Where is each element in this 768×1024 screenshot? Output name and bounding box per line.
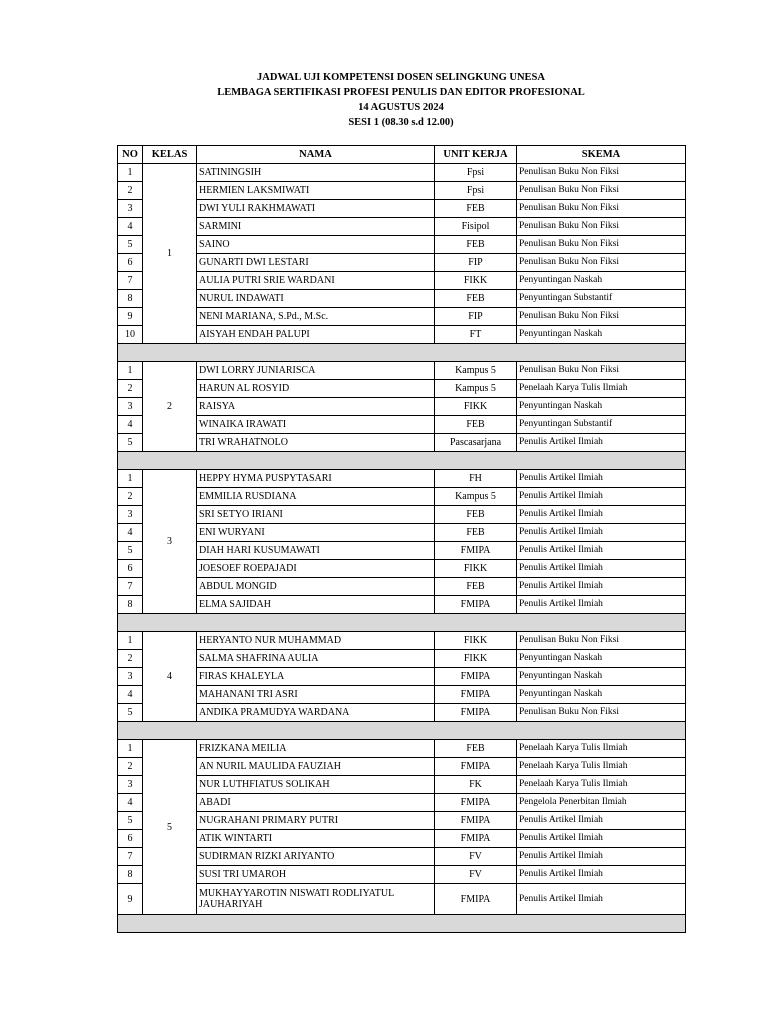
cell-skema: Penulis Artikel Ilmiah — [517, 578, 686, 596]
cell-unit-kerja: FV — [435, 848, 517, 866]
cell-no: 6 — [118, 830, 143, 848]
cell-kelas: 4 — [143, 632, 197, 722]
cell-nama: SALMA SHAFRINA AULIA — [197, 650, 435, 668]
separator-cell — [118, 614, 686, 632]
group-separator-row — [118, 915, 686, 933]
cell-skema: Penyuntingan Naskah — [517, 686, 686, 704]
cell-skema: Penulis Artikel Ilmiah — [517, 542, 686, 560]
cell-unit-kerja: FEB — [435, 578, 517, 596]
group-separator-row — [118, 452, 686, 470]
table-row — [118, 884, 686, 915]
table-row — [118, 794, 686, 812]
cell-unit-kerja: FIP — [435, 308, 517, 326]
cell-unit-kerja: FEB — [435, 236, 517, 254]
cell-unit-kerja: FMIPA — [435, 884, 517, 915]
cell-nama: DWI YULI RAKHMAWATI — [197, 200, 435, 218]
cell-unit-kerja: FMIPA — [435, 812, 517, 830]
table-row — [118, 668, 686, 686]
cell-nama: NUGRAHANI PRIMARY PUTRI — [197, 812, 435, 830]
group-separator-row — [118, 722, 686, 740]
cell-no: 2 — [118, 650, 143, 668]
separator-cell — [118, 915, 686, 933]
doc-session: SESI 1 (08.30 s.d 12.00) — [348, 117, 454, 128]
cell-nama: ANDIKA PRAMUDYA WARDANA — [197, 704, 435, 722]
cell-skema: Penulis Artikel Ilmiah — [517, 560, 686, 578]
cell-nama: ABDUL MONGID — [197, 578, 435, 596]
cell-no: 8 — [118, 596, 143, 614]
cell-nama: SAINO — [197, 236, 435, 254]
cell-no: 3 — [118, 506, 143, 524]
cell-skema: Penulis Artikel Ilmiah — [517, 470, 686, 488]
cell-unit-kerja: FIP — [435, 254, 517, 272]
cell-unit-kerja: FMIPA — [435, 830, 517, 848]
cell-nama: EMMILIA RUSDIANA — [197, 488, 435, 506]
table-row — [118, 326, 686, 344]
cell-skema: Penulisan Buku Non Fiksi — [517, 218, 686, 236]
table-row — [118, 632, 686, 650]
document-header — [0, 70, 768, 130]
table-row — [118, 650, 686, 668]
table-row — [118, 470, 686, 488]
group-separator-row — [118, 344, 686, 362]
cell-no: 4 — [118, 416, 143, 434]
cell-nama: NENI MARIANA, S.Pd., M.Sc. — [197, 308, 435, 326]
cell-nama: GUNARTI DWI LESTARI — [197, 254, 435, 272]
table-row — [118, 362, 686, 380]
cell-no: 3 — [118, 776, 143, 794]
cell-no: 5 — [118, 236, 143, 254]
cell-no: 1 — [118, 362, 143, 380]
cell-no: 6 — [118, 254, 143, 272]
cell-no: 4 — [118, 794, 143, 812]
cell-nama: ELMA SAJIDAH — [197, 596, 435, 614]
cell-skema: Penulis Artikel Ilmiah — [517, 488, 686, 506]
cell-skema: Penyuntingan Naskah — [517, 398, 686, 416]
cell-nama: RAISYA — [197, 398, 435, 416]
cell-no: 4 — [118, 686, 143, 704]
cell-no: 5 — [118, 704, 143, 722]
cell-skema: Penulisan Buku Non Fiksi — [517, 632, 686, 650]
cell-no: 6 — [118, 560, 143, 578]
table-row — [118, 812, 686, 830]
cell-skema: Penulisan Buku Non Fiksi — [517, 308, 686, 326]
cell-no: 8 — [118, 866, 143, 884]
cell-nama: AN NURIL MAULIDA FAUZIAH — [197, 758, 435, 776]
table-row — [118, 506, 686, 524]
cell-unit-kerja: FIKK — [435, 650, 517, 668]
doc-date: 14 AGUSTUS 2024 — [358, 102, 444, 113]
cell-skema: Pengelola Penerbitan Ilmiah — [517, 794, 686, 812]
doc-subtitle: LEMBAGA SERTIFIKASI PROFESI PENULIS DAN EDITOR PROFESIONAL — [217, 87, 585, 98]
table-row — [118, 164, 686, 182]
cell-unit-kerja: Fpsi — [435, 164, 517, 182]
cell-nama: JOESOEF ROEPAJADI — [197, 560, 435, 578]
cell-nama: FRIZKANA MEILIA — [197, 740, 435, 758]
group-separator-row — [118, 614, 686, 632]
table-row — [118, 218, 686, 236]
cell-nama: MUKHAYYAROTIN NISWATI RODLIYATUL JAUHARIYAH — [197, 884, 435, 915]
cell-unit-kerja: FV — [435, 866, 517, 884]
cell-no: 2 — [118, 488, 143, 506]
cell-skema: Penulis Artikel Ilmiah — [517, 434, 686, 452]
cell-nama: HEPPY HYMA PUSPYTASARI — [197, 470, 435, 488]
cell-nama: MAHANANI TRI ASRI — [197, 686, 435, 704]
cell-no: 3 — [118, 398, 143, 416]
table-row — [118, 740, 686, 758]
cell-nama: ENI WURYANI — [197, 524, 435, 542]
cell-unit-kerja: FT — [435, 326, 517, 344]
cell-unit-kerja: Fisipol — [435, 218, 517, 236]
cell-unit-kerja: FMIPA — [435, 542, 517, 560]
cell-nama: WINAIKA IRAWATI — [197, 416, 435, 434]
cell-skema: Penyuntingan Naskah — [517, 650, 686, 668]
cell-skema: Penyuntingan Substantif — [517, 290, 686, 308]
cell-skema: Penulis Artikel Ilmiah — [517, 848, 686, 866]
cell-unit-kerja: FIKK — [435, 272, 517, 290]
table-row — [118, 578, 686, 596]
cell-unit-kerja: FMIPA — [435, 686, 517, 704]
cell-nama: SUDIRMAN RIZKI ARIYANTO — [197, 848, 435, 866]
cell-kelas: 1 — [143, 164, 197, 344]
cell-nama: ABADI — [197, 794, 435, 812]
table-row — [118, 866, 686, 884]
cell-no: 3 — [118, 200, 143, 218]
table-row — [118, 182, 686, 200]
cell-unit-kerja: FEB — [435, 524, 517, 542]
cell-unit-kerja: FEB — [435, 740, 517, 758]
table-row — [118, 380, 686, 398]
cell-unit-kerja: Kampus 5 — [435, 380, 517, 398]
col-header-no: NO — [118, 146, 143, 164]
cell-unit-kerja: FMIPA — [435, 668, 517, 686]
table-row — [118, 596, 686, 614]
cell-unit-kerja: FEB — [435, 506, 517, 524]
cell-unit-kerja: Kampus 5 — [435, 488, 517, 506]
cell-nama: DIAH HARI KUSUMAWATI — [197, 542, 435, 560]
cell-no: 5 — [118, 542, 143, 560]
cell-no: 5 — [118, 812, 143, 830]
cell-skema: Penyuntingan Naskah — [517, 326, 686, 344]
cell-no: 1 — [118, 164, 143, 182]
cell-skema: Penelaah Karya Tulis Ilmiah — [517, 740, 686, 758]
table-row — [118, 758, 686, 776]
table-row — [118, 524, 686, 542]
cell-nama: NURUL INDAWATI — [197, 290, 435, 308]
cell-no: 1 — [118, 470, 143, 488]
cell-no: 2 — [118, 380, 143, 398]
cell-nama: HERMIEN LAKSMIWATI — [197, 182, 435, 200]
cell-no: 7 — [118, 578, 143, 596]
cell-skema: Penyuntingan Naskah — [517, 668, 686, 686]
table-row — [118, 254, 686, 272]
cell-nama: FIRAS KHALEYLA — [197, 668, 435, 686]
cell-nama: HARUN AL ROSYID — [197, 380, 435, 398]
table-row — [118, 290, 686, 308]
cell-skema: Penulis Artikel Ilmiah — [517, 506, 686, 524]
cell-nama: SATININGSIH — [197, 164, 435, 182]
cell-no: 3 — [118, 668, 143, 686]
cell-unit-kerja: FIKK — [435, 560, 517, 578]
cell-skema: Penulis Artikel Ilmiah — [517, 866, 686, 884]
cell-no: 1 — [118, 740, 143, 758]
cell-no: 1 — [118, 632, 143, 650]
cell-skema: Penelaah Karya Tulis Ilmiah — [517, 776, 686, 794]
cell-unit-kerja: FEB — [435, 290, 517, 308]
cell-kelas: 5 — [143, 740, 197, 915]
cell-skema: Penulis Artikel Ilmiah — [517, 524, 686, 542]
cell-no: 9 — [118, 884, 143, 915]
cell-kelas: 2 — [143, 362, 197, 452]
table-row — [118, 848, 686, 866]
cell-unit-kerja: FK — [435, 776, 517, 794]
table-row — [118, 830, 686, 848]
cell-unit-kerja: Fpsi — [435, 182, 517, 200]
table-row — [118, 686, 686, 704]
cell-skema: Penyuntingan Naskah — [517, 272, 686, 290]
table-row — [118, 488, 686, 506]
col-header-unit: UNIT KERJA — [435, 146, 517, 164]
cell-skema: Penulis Artikel Ilmiah — [517, 812, 686, 830]
cell-skema: Penyuntingan Substantif — [517, 416, 686, 434]
col-header-kelas: KELAS — [143, 146, 197, 164]
table-row — [118, 704, 686, 722]
cell-nama: HERYANTO NUR MUHAMMAD — [197, 632, 435, 650]
table-row — [118, 272, 686, 290]
cell-no: 8 — [118, 290, 143, 308]
cell-no: 7 — [118, 848, 143, 866]
cell-skema: Penulisan Buku Non Fiksi — [517, 254, 686, 272]
separator-cell — [118, 344, 686, 362]
cell-skema: Penulis Artikel Ilmiah — [517, 830, 686, 848]
cell-no: 2 — [118, 758, 143, 776]
cell-unit-kerja: FIKK — [435, 632, 517, 650]
cell-unit-kerja: Kampus 5 — [435, 362, 517, 380]
cell-skema: Penulisan Buku Non Fiksi — [517, 164, 686, 182]
schedule-table — [117, 145, 686, 933]
col-header-skema: SKEMA — [517, 146, 686, 164]
cell-nama: NUR LUTHFIATUS SOLIKAH — [197, 776, 435, 794]
cell-nama: TRI WRAHATNOLO — [197, 434, 435, 452]
cell-skema: Penulisan Buku Non Fiksi — [517, 200, 686, 218]
table-header-row — [118, 146, 686, 164]
cell-no: 4 — [118, 524, 143, 542]
cell-nama: AULIA PUTRI SRIE WARDANI — [197, 272, 435, 290]
cell-no: 5 — [118, 434, 143, 452]
table-row — [118, 434, 686, 452]
cell-skema: Penulisan Buku Non Fiksi — [517, 362, 686, 380]
table-row — [118, 200, 686, 218]
cell-nama: SARMINI — [197, 218, 435, 236]
cell-unit-kerja: FMIPA — [435, 794, 517, 812]
cell-unit-kerja: FMIPA — [435, 704, 517, 722]
cell-unit-kerja: FMIPA — [435, 596, 517, 614]
cell-skema: Penulis Artikel Ilmiah — [517, 596, 686, 614]
table-row — [118, 542, 686, 560]
cell-unit-kerja: FH — [435, 470, 517, 488]
table-row — [118, 236, 686, 254]
cell-skema: Penelaah Karya Tulis Ilmiah — [517, 758, 686, 776]
separator-cell — [118, 452, 686, 470]
cell-unit-kerja: Pascasarjana — [435, 434, 517, 452]
cell-no: 9 — [118, 308, 143, 326]
cell-skema: Penulisan Buku Non Fiksi — [517, 182, 686, 200]
cell-unit-kerja: FEB — [435, 200, 517, 218]
cell-skema: Penulisan Buku Non Fiksi — [517, 704, 686, 722]
table-row — [118, 416, 686, 434]
cell-unit-kerja: FEB — [435, 416, 517, 434]
cell-unit-kerja: FIKK — [435, 398, 517, 416]
cell-nama: ATIK WINTARTI — [197, 830, 435, 848]
doc-title: JADWAL UJI KOMPETENSI DOSEN SELINGKUNG UNESA — [257, 72, 545, 83]
table-row — [118, 560, 686, 578]
cell-skema: Penulisan Buku Non Fiksi — [517, 236, 686, 254]
table-row — [118, 308, 686, 326]
cell-no: 4 — [118, 218, 143, 236]
cell-no: 7 — [118, 272, 143, 290]
col-header-nama: NAMA — [197, 146, 435, 164]
cell-nama: SUSI TRI UMAROH — [197, 866, 435, 884]
cell-skema: Penelaah Karya Tulis Ilmiah — [517, 380, 686, 398]
cell-skema: Penulis Artikel Ilmiah — [517, 884, 686, 915]
cell-no: 2 — [118, 182, 143, 200]
cell-kelas: 3 — [143, 470, 197, 614]
cell-no: 10 — [118, 326, 143, 344]
cell-unit-kerja: FMIPA — [435, 758, 517, 776]
table-row — [118, 776, 686, 794]
cell-nama: DWI LORRY JUNIARISCA — [197, 362, 435, 380]
cell-nama: SRI SETYO IRIANI — [197, 506, 435, 524]
separator-cell — [118, 722, 686, 740]
cell-nama: AISYAH ENDAH PALUPI — [197, 326, 435, 344]
schedule-body — [118, 164, 686, 933]
table-row — [118, 398, 686, 416]
